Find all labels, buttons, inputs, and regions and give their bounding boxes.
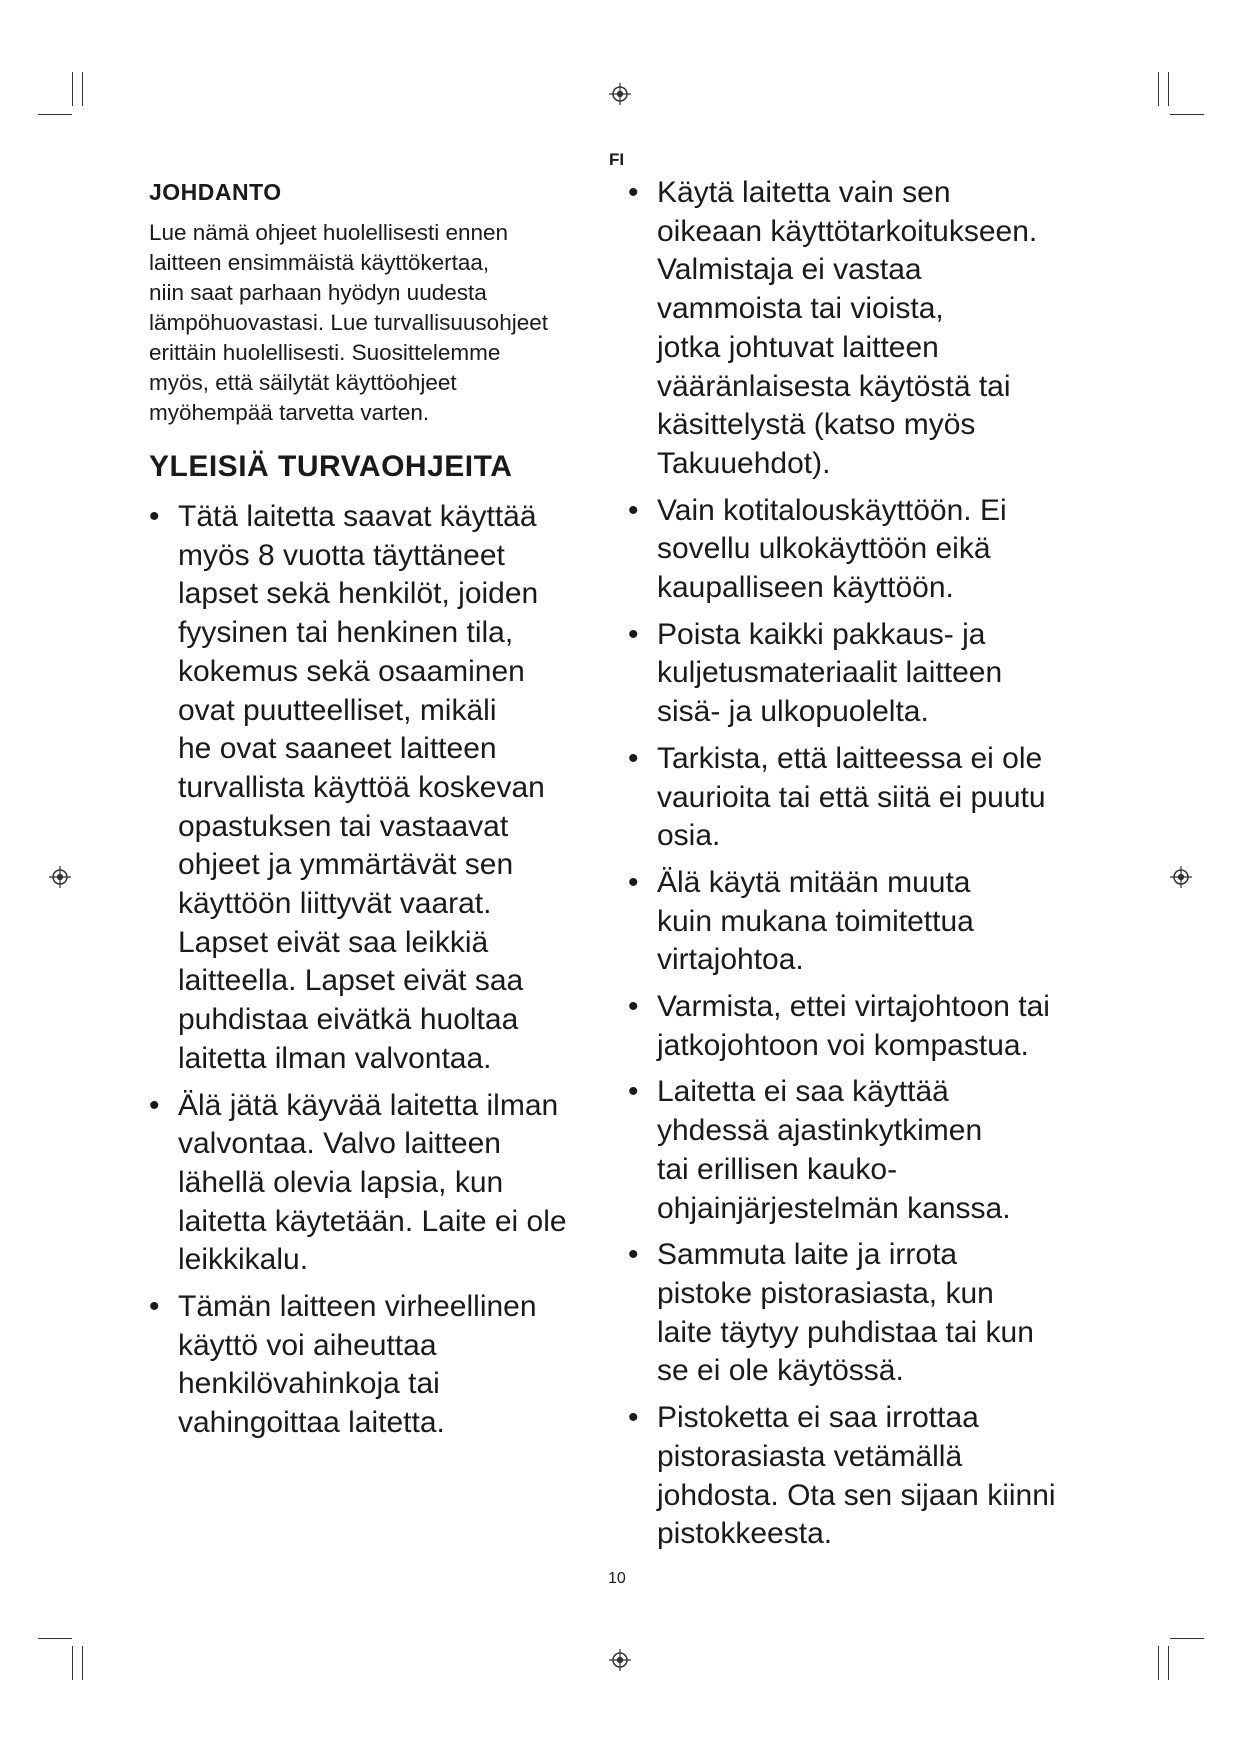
right-column bbox=[628, 174, 1098, 1562]
list-item-text: Pistoketta ei saa irrottaa pistorasiasta vetämällä johdosta. Ota sen sijaan kiinni pistokkeesta. bbox=[657, 1401, 1056, 1551]
crop-mark bbox=[82, 1646, 83, 1680]
list-item bbox=[149, 1087, 609, 1281]
list-item-text: Tätä laitetta saavat käyttää myös 8 vuotta täyttäneet lapset sekä henkilöt, joiden fyysinen tai henkinen tila, kokemus sekä osaaminen ovat puutteelliset, mikäli he ovat saaneet laitteen turvallista käyttöä koskevan opastuksen tai vastaavat ohjeet ja ymmärtävät sen käyttöön liittyvät vaarat. Lapset eivät saa leikkiä laitteella. Lapset eivät saa puhdistaa eivätkä huoltaa laitetta ilman valvontaa. bbox=[178, 500, 545, 1075]
bullet-icon: • bbox=[628, 1075, 639, 1109]
list-item bbox=[628, 1236, 1098, 1391]
crop-mark bbox=[1170, 114, 1204, 115]
list-item bbox=[628, 1399, 1098, 1554]
crop-mark bbox=[1170, 1638, 1204, 1639]
crop-mark bbox=[1158, 72, 1159, 106]
list-item-text: Käytä laitetta vain sen oikeaan käyttötarkoitukseen. Valmistaja ei vastaa vammoista tai vioista, jotka johtuvat laitteen vääränlaisesta käytöstä tai käsittelystä (katso myös Takuuehdot). bbox=[657, 176, 1038, 480]
bullet-icon: • bbox=[628, 493, 639, 527]
registration-mark-icon bbox=[49, 866, 71, 888]
safety-list-right bbox=[628, 174, 1098, 1554]
crop-mark bbox=[1168, 1646, 1169, 1680]
registration-mark-icon bbox=[1170, 866, 1192, 888]
list-item bbox=[628, 740, 1098, 856]
language-code: FI bbox=[609, 150, 625, 169]
bullet-icon: • bbox=[628, 176, 639, 209]
crop-mark bbox=[72, 1646, 73, 1680]
crop-mark bbox=[72, 72, 73, 106]
crop-mark bbox=[1168, 72, 1169, 106]
list-item bbox=[149, 1288, 609, 1443]
bullet-icon: • bbox=[149, 1290, 160, 1324]
crop-mark bbox=[38, 114, 72, 115]
list-item bbox=[628, 492, 1098, 608]
bullet-icon: • bbox=[628, 617, 639, 651]
list-item bbox=[628, 988, 1098, 1065]
list-item bbox=[628, 864, 1098, 980]
bullet-icon: • bbox=[628, 1238, 639, 1272]
list-item-text: Älä käytä mitään muuta kuin mukana toimitettua virtajohtoa. bbox=[657, 865, 974, 977]
safety-heading: YLEISIÄ TURVAOHJEITA bbox=[149, 450, 513, 483]
list-item-text: Tämän laitteen virheellinen käyttö voi aiheuttaa henkilövahinkoja tai vahingoittaa laitetta. bbox=[178, 1290, 537, 1440]
list-item-text: Tarkista, että laitteessa ei ole vaurioita tai että siitä ei puutu osia. bbox=[657, 741, 1046, 853]
bullet-icon: • bbox=[628, 1401, 639, 1435]
list-item-text: Vain kotitalouskäyttöön. Ei sovellu ulkokäyttöön eikä kaupalliseen käyttöön. bbox=[657, 493, 1007, 605]
intro-heading: JOHDANTO bbox=[149, 179, 282, 205]
registration-mark-icon bbox=[609, 1649, 631, 1671]
page-number: 10 bbox=[608, 1570, 626, 1587]
bullet-icon: • bbox=[149, 500, 160, 533]
registration-mark-icon bbox=[609, 83, 631, 105]
left-column bbox=[149, 178, 609, 1451]
bullet-icon: • bbox=[628, 741, 639, 775]
list-item-text: Älä jätä käyvää laitetta ilman valvontaa. Valvo laitteen lähellä olevia lapsia, kun laitetta käytetään. Laite ei ole leikkikalu. bbox=[178, 1088, 567, 1277]
list-item bbox=[628, 1073, 1098, 1228]
safety-list-left bbox=[149, 498, 609, 1443]
list-item bbox=[149, 498, 609, 1079]
list-item bbox=[628, 616, 1098, 732]
list-item bbox=[628, 174, 1098, 484]
bullet-icon: • bbox=[628, 990, 639, 1024]
bullet-icon: • bbox=[628, 865, 639, 899]
crop-mark bbox=[82, 72, 83, 106]
list-item-text: Sammuta laite ja irrota pistoke pistorasiasta, kun laite täytyy puhdistaa tai kun se ei ole käytössä. bbox=[657, 1238, 1034, 1388]
intro-text: Lue nämä ohjeet huolellisesti ennen laitteen ensimmäistä käyttökertaa, niin saat parhaan hyödyn uudesta lämpöhuovastasi. Lue turvallisuusohjeet erittäin huolellisesti. Suosittelemme myös, että säilytät käyttöohjeet myöhempää tarvetta varten. bbox=[149, 220, 548, 425]
crop-mark bbox=[1158, 1646, 1159, 1680]
list-item-text: Laitetta ei saa käyttää yhdessä ajastinkytkimen tai erillisen kauko- ohjainjärjestelmän kanssa. bbox=[657, 1075, 1011, 1225]
bullet-icon: • bbox=[149, 1088, 160, 1122]
list-item-text: Varmista, ettei virtajohtoon tai jatkojohtoon voi kompastua. bbox=[657, 990, 1050, 1062]
crop-mark bbox=[38, 1638, 72, 1639]
list-item-text: Poista kaikki pakkaus- ja kuljetusmateriaalit laitteen sisä- ja ulkopuolelta. bbox=[657, 617, 1003, 729]
